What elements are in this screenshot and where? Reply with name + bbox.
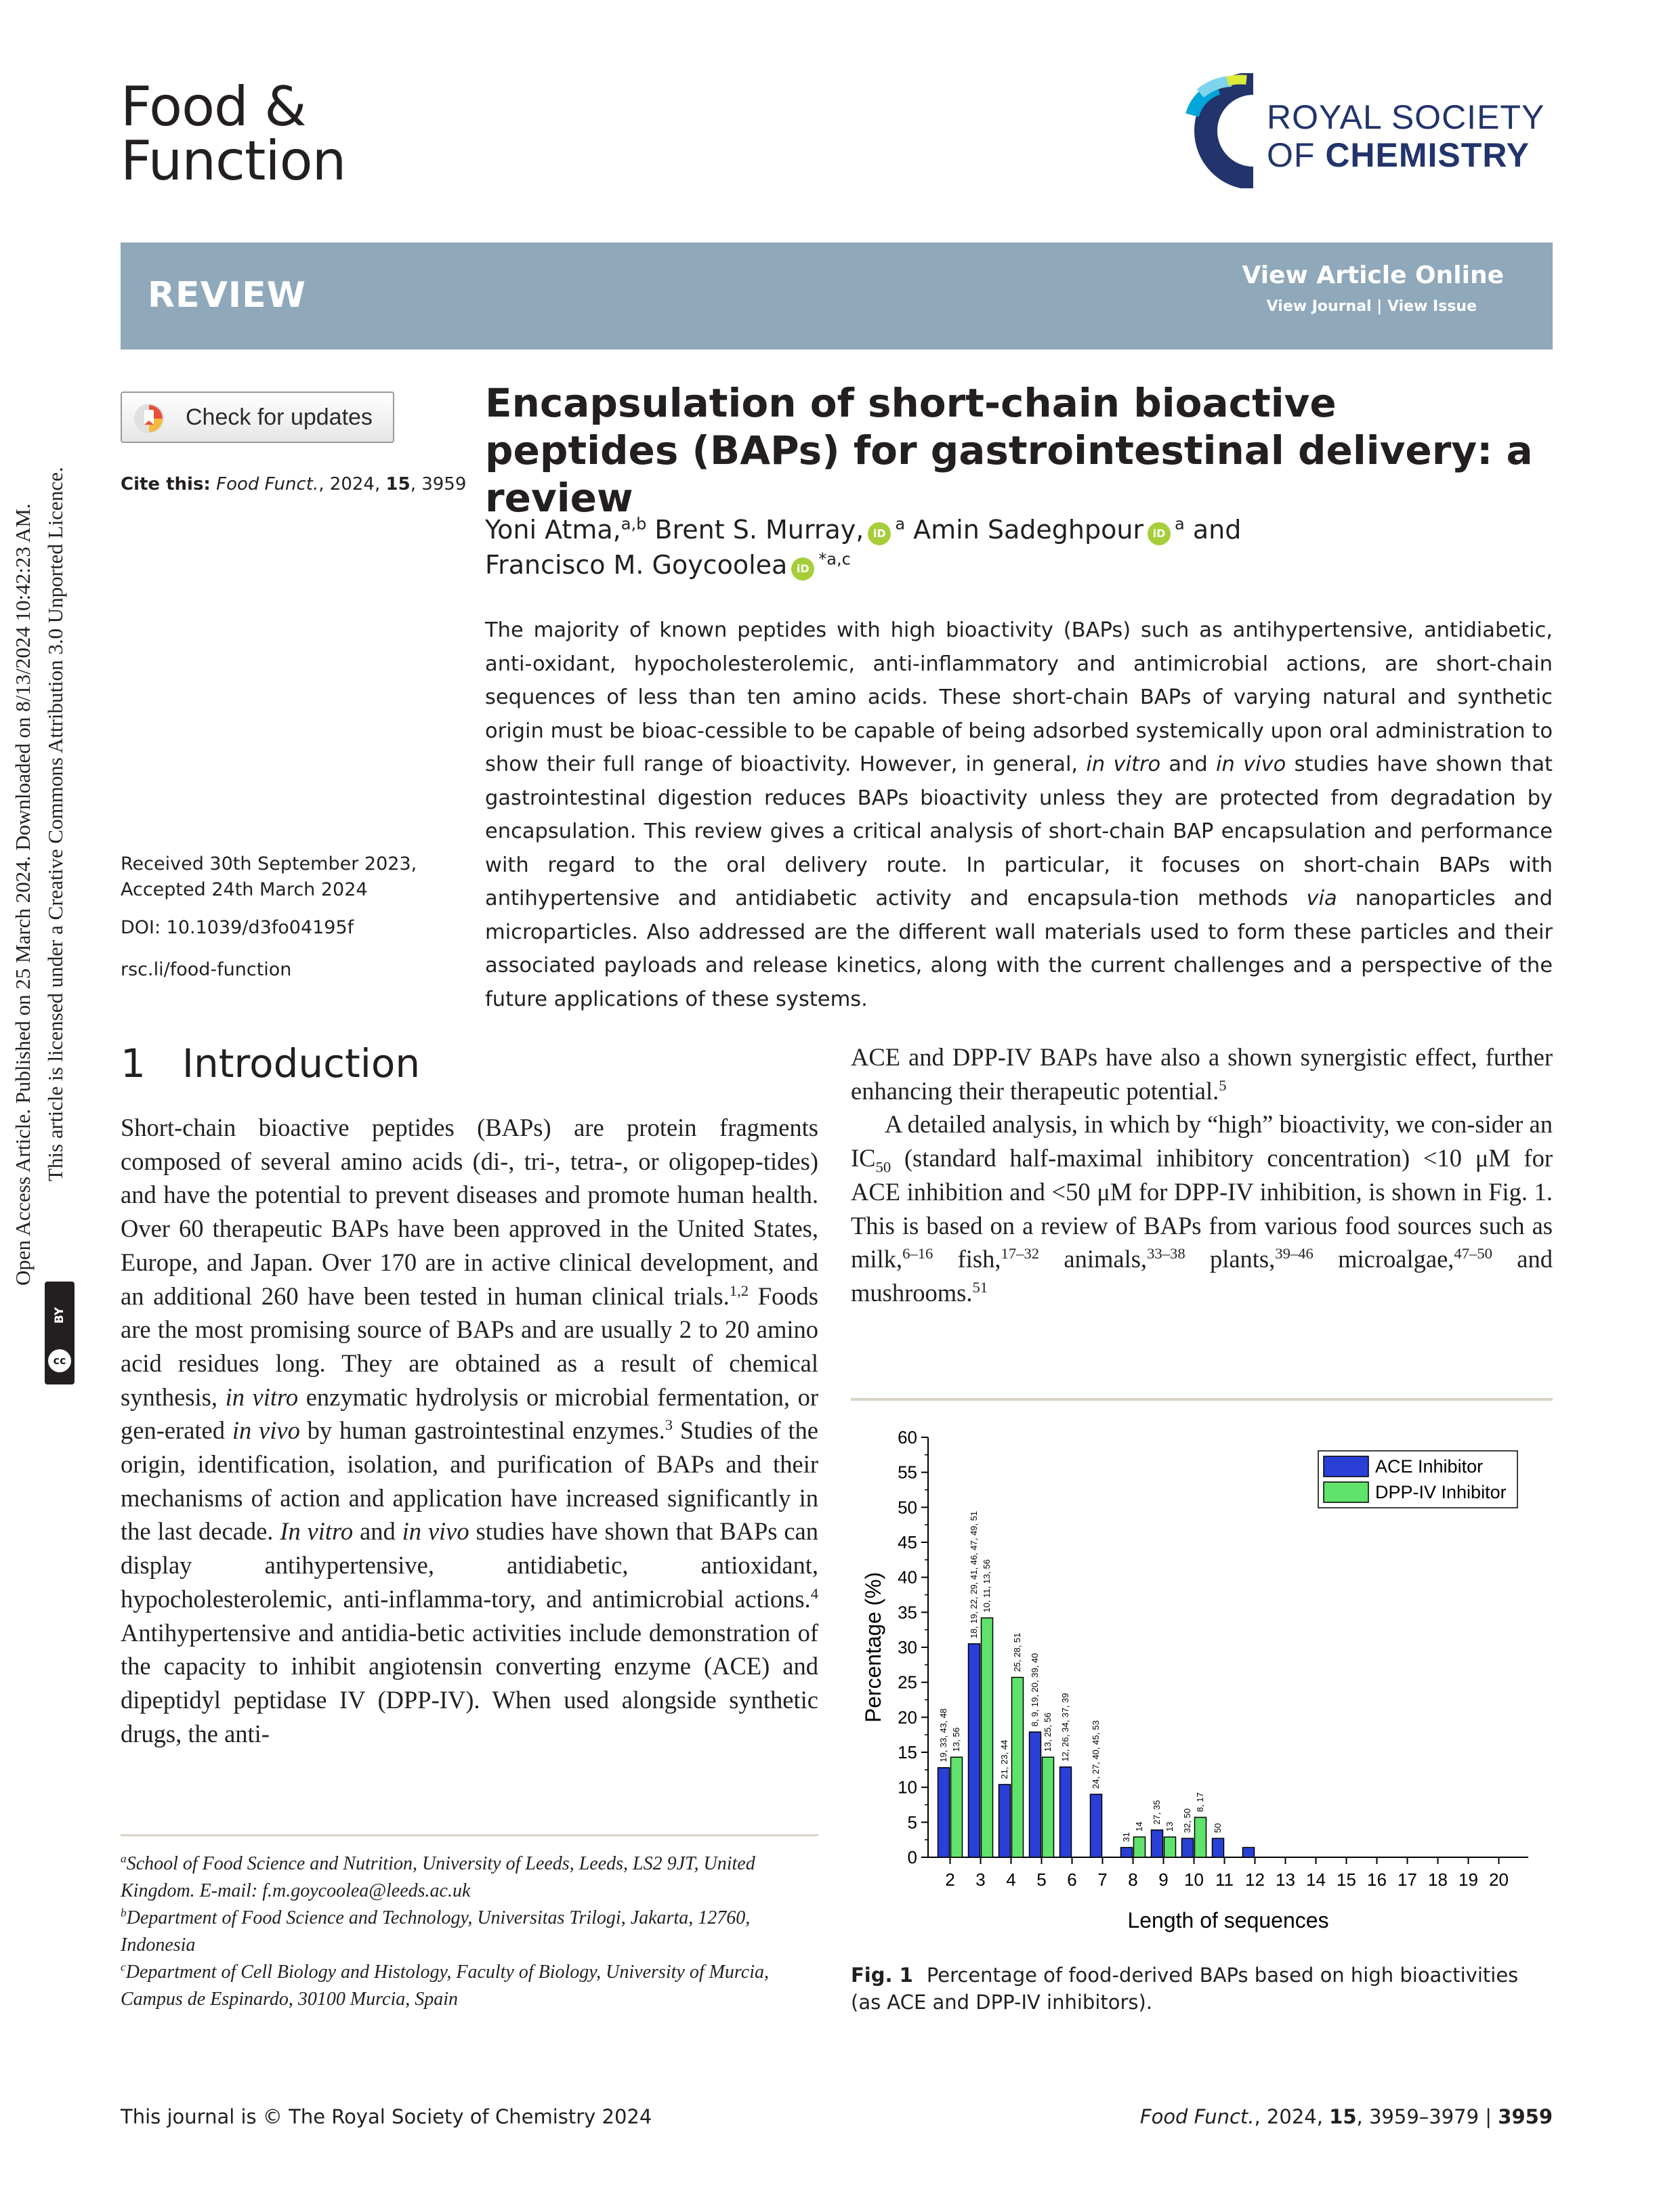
cite-page: , 3959: [410, 474, 467, 494]
x-axis-title: Length of sequences: [1127, 1908, 1329, 1932]
body-italic: in vivo: [402, 1517, 469, 1546]
bar-data-label: 31: [1121, 1832, 1131, 1842]
body-text: microalgae,: [1313, 1245, 1454, 1273]
affil-marker: b: [121, 1906, 127, 1920]
dppiv-bar: [982, 1618, 993, 1857]
bar-data-label: 18, 19, 22, 29, 41, 46, 47, 49, 51: [969, 1510, 979, 1638]
author-murray: Brent S. Murray,: [654, 515, 864, 545]
y-tick-label: 25: [898, 1672, 917, 1693]
y-tick-label: 55: [898, 1462, 917, 1483]
citation-ref[interactable]: 3: [665, 1416, 673, 1434]
author-murray-affil: a: [895, 514, 906, 534]
section-title: Introduction: [182, 1040, 421, 1086]
x-tick-label: 10: [1184, 1869, 1204, 1890]
author-sadeghpour-affil: a: [1175, 514, 1185, 534]
body-text: Short-chain bioactive peptides (BAPs) are protein fragments composed of several amino acids (di-, tri-, tetra-, or oligopep-tides) and have the potential to prevent diseases and promote human health. Over 60 therapeutic BAPs have been approved in the United States, Europe, and Japan. Over 170 are in active clinical development, and an additional 260 have been tested in human clinical trials.: [121, 1114, 818, 1310]
cite-year: , 2024,: [318, 474, 386, 494]
author-goycoolea: Francisco M. Goycoolea: [485, 550, 788, 580]
citation-ref[interactable]: 5: [1219, 1076, 1227, 1094]
affiliation-b: [121, 1905, 818, 1959]
cite-journal: Food Funct.: [216, 474, 319, 494]
banner-links: [1267, 298, 1477, 315]
cite-this: [121, 474, 466, 494]
received-date: Received 30th September 2023,: [121, 853, 417, 874]
ace-bar: [938, 1768, 950, 1857]
orcid-icon[interactable]: iD: [868, 522, 891, 545]
x-tick-label: 5: [1036, 1869, 1047, 1890]
journal-title: [121, 75, 346, 192]
ace-bar: [1213, 1838, 1224, 1857]
accepted-date: Accepted 24th March 2024: [121, 879, 368, 900]
cite-volume: 15: [385, 474, 411, 494]
body-text: and mushrooms.: [851, 1245, 1553, 1307]
orcid-icon[interactable]: iD: [791, 557, 814, 580]
citation-ref[interactable]: 17–32: [1001, 1245, 1040, 1263]
citation-ref[interactable]: 6–16: [902, 1245, 933, 1263]
body-text: and: [353, 1517, 402, 1546]
journal-url[interactable]: rsc.li/food-function: [121, 959, 292, 980]
doi[interactable]: DOI: 10.1039/d3fo04195f: [121, 917, 354, 938]
affil-text: Department of Cell Biology and Histology, Faculty of Biology, University of Murcia, Campus de Espinardo, 30100 Murcia, Spain: [121, 1962, 769, 2010]
caption-text: Percentage of food-derived BAPs based on high bioactivities (as ACE and DPP-IV inhibitors).: [851, 1964, 1519, 2014]
abstract-part: and: [1160, 753, 1217, 776]
y-tick-label: 60: [898, 1429, 917, 1447]
cc-by-label: BY: [53, 1307, 66, 1324]
abstract-italic: in vivo: [1216, 753, 1286, 776]
view-issue-link[interactable]: View Issue: [1387, 298, 1477, 315]
footer-citation: [1140, 2105, 1553, 2128]
footer-copyright: This journal is © The Royal Society of Chemistry 2024: [121, 2105, 652, 2128]
x-tick-label: 18: [1428, 1869, 1448, 1890]
bar-data-label: 24, 27, 40, 45, 53: [1091, 1720, 1101, 1789]
bar-chart: [851, 1429, 1553, 1958]
abstract-italic: via: [1306, 887, 1337, 910]
x-tick-label: 15: [1337, 1869, 1356, 1890]
body-text: Foods are the most promising source of BAPs and are usually 2 to 20 amino acid residues long. They are obtained as a result of chemical synthesis,: [121, 1282, 818, 1411]
abstract-italic: in vitro: [1086, 753, 1161, 776]
x-tick-label: 14: [1306, 1869, 1326, 1890]
y-tick-label: 35: [898, 1602, 917, 1623]
body-text: plants,: [1185, 1245, 1276, 1273]
ace-bar: [1121, 1848, 1133, 1857]
bar-data-label: 25, 28, 51: [1012, 1632, 1022, 1672]
author-sadeghpour: Amin Sadeghpour: [913, 515, 1144, 545]
y-tick-label: 50: [898, 1497, 917, 1518]
paragraph: [851, 1107, 1553, 1309]
y-tick-label: 20: [898, 1707, 917, 1728]
publisher-bold: CHEMISTRY: [1325, 136, 1530, 174]
x-tick-label: 3: [975, 1869, 986, 1890]
dppiv-bar: [1134, 1837, 1146, 1857]
author-atma-affil: a,b: [621, 514, 647, 534]
footer-year: , 2024,: [1254, 2105, 1330, 2128]
footer-journal: Food Funct.: [1139, 2105, 1255, 2128]
dppiv-bar: [1043, 1757, 1054, 1857]
publisher-name-line1: ROYAL SOCIETY: [1267, 98, 1545, 136]
x-tick-label: 20: [1489, 1869, 1509, 1890]
body-italic: in vitro: [225, 1382, 299, 1411]
bar-data-label: 10, 11, 13, 56: [982, 1559, 992, 1613]
legend-swatch: [1324, 1482, 1368, 1502]
body-text: fish,: [933, 1245, 1001, 1273]
bar-data-label: 32, 50: [1182, 1808, 1192, 1834]
journal-title-line1: Food &: [121, 75, 306, 138]
check-for-updates-button[interactable]: [121, 392, 394, 443]
dppiv-bar: [1195, 1817, 1206, 1857]
paragraph: [851, 1040, 1553, 1107]
ace-bar: [1030, 1732, 1041, 1857]
section-heading: [121, 1040, 420, 1086]
y-tick-label: 5: [907, 1812, 917, 1833]
affil-text: School of Food Science and Nutrition, University of Leeds, Leeds, LS2 9JT, United Kingdom. E-mail: f.m.goycoolea@leeds.ac.uk: [121, 1853, 755, 1901]
check-for-updates-label: Check for updates: [186, 404, 373, 430]
article-type: REVIEW: [148, 275, 307, 316]
publisher-prefix: OF: [1267, 136, 1326, 174]
orcid-icon[interactable]: iD: [1148, 522, 1171, 545]
abstract-part: The majority of known peptides with high bioactivity (BAPs) such as antihypertensive, antidiabetic, anti-oxidant, hypocholesterolemic, anti-inflammatory and antimicrobial actions, are short-chain sequences of less than ten amino acids. These short-chain BAPs of varying natural and synthetic origin must be bioac-cessible to be capable of being adsorbed systemically upon oral administration to show their full range of bioactivity. However, in general,: [485, 618, 1553, 776]
y-tick-label: 15: [898, 1742, 917, 1762]
footer-volume: 15: [1329, 2105, 1357, 2128]
author-and: and: [1192, 515, 1242, 545]
publisher-name-line2: [1267, 135, 1530, 175]
bar-data-label: 8, 17: [1195, 1792, 1205, 1813]
ace-bar: [999, 1785, 1011, 1857]
bar-data-label: 14: [1134, 1821, 1144, 1832]
bar-data-label: 12, 26, 34, 37, 39: [1060, 1693, 1070, 1762]
body-italic: in vivo: [232, 1416, 300, 1445]
licence-notice[interactable]: This article is licensed under a Creative Commons Attribution 3.0 Unported Licence.: [43, 467, 67, 1181]
x-tick-label: 19: [1458, 1869, 1478, 1890]
article-banner: [121, 242, 1553, 350]
bar-data-label: 19, 33, 43, 48: [938, 1708, 948, 1762]
ace-bar: [1182, 1838, 1194, 1857]
dppiv-bar: [951, 1757, 963, 1857]
abstract-part: nanoparticles and microparticles. Also addressed are the different wall materials used to form these particles and their associated payloads and release kinetics, along with the current challenges and a perspective of the future applications of these systems.: [485, 887, 1553, 1011]
legend-label: ACE Inhibitor: [1375, 1456, 1484, 1477]
bar-data-label: 13, 56: [951, 1727, 961, 1752]
abstract: [485, 614, 1553, 1016]
body-text: (standard half-maximal inhibitory concentration) <10 μM for ACE inhibition and <50 μM for DPP-IV inhibition, is shown in Fig. 1. This is based on a review of BAPs from various food sources such as milk,: [851, 1144, 1553, 1273]
x-tick-label: 17: [1398, 1869, 1417, 1890]
citation-ref[interactable]: 33–38: [1147, 1245, 1185, 1263]
open-access-notice: Open Access Article. Published on 25 March 2024. Downloaded on 8/13/2024 10:42:23 AM.: [11, 503, 35, 1286]
body-italic: In vitro: [280, 1517, 354, 1546]
ace-bar: [969, 1644, 980, 1857]
page-number: 3959: [1498, 2105, 1553, 2128]
author-atma: Yoni Atma,: [485, 515, 621, 545]
ace-bar: [1091, 1794, 1102, 1857]
ace-bar: [1060, 1767, 1072, 1857]
body-text: Antihypertensive and antidia-betic activities include demonstration of the capacity to inhibit angiotensin converting enzyme (ACE) and dipeptidyl peptidase IV (DPP-IV). When used alongside synthetic drugs, the anti-: [121, 1618, 818, 1748]
body-text: A detailed analysis, in which by “high” bioactivity, we con-sider an IC: [851, 1110, 1553, 1172]
y-tick-label: 40: [898, 1567, 917, 1588]
x-tick-label: 8: [1128, 1869, 1138, 1890]
x-tick-label: 12: [1245, 1869, 1265, 1890]
author-goycoolea-affil: *a,c: [818, 549, 851, 569]
intro-text-left: [121, 1111, 818, 1750]
cc-icon: cc: [48, 1349, 71, 1372]
bar-data-label: 50: [1213, 1823, 1223, 1834]
x-tick-label: 6: [1067, 1869, 1077, 1890]
bar-data-label: 8, 9, 19, 20, 39, 40: [1030, 1653, 1040, 1727]
citation-ref[interactable]: 39–46: [1275, 1245, 1314, 1263]
x-tick-label: 4: [1006, 1869, 1016, 1890]
figure-1-chart: [851, 1429, 1553, 1958]
bar-data-label: 13, 25, 56: [1043, 1712, 1053, 1752]
bar-data-label: 13: [1164, 1821, 1175, 1832]
footer-pages: , 3959–3979 |: [1356, 2105, 1498, 2128]
citation-ref[interactable]: 47–50: [1454, 1245, 1492, 1263]
author-list: [485, 512, 1542, 583]
y-tick-label: 10: [898, 1777, 917, 1798]
bar-data-label: 27, 35: [1152, 1800, 1162, 1825]
x-tick-label: 2: [945, 1869, 955, 1890]
body-text: by human gastrointestinal enzymes.: [299, 1416, 665, 1445]
citation-ref[interactable]: 51: [972, 1278, 988, 1296]
abstract-part: studies have shown that gastrointestinal digestion reduces BAPs bioactivity unless they are protected from degradation by encapsulation. This review gives a critical analysis of short-chain BAP encapsulation and performance with regard to the oral delivery route. In particular, it focuses on short-chain BAPs with antihypertensive and antidiabetic activity and encapsula-tion methods: [485, 753, 1553, 910]
affiliation-a: [121, 1850, 818, 1905]
x-tick-label: 7: [1097, 1869, 1108, 1890]
dppiv-bar: [1012, 1677, 1024, 1857]
cc-by-badge[interactable]: [45, 1282, 75, 1384]
y-tick-label: 45: [898, 1532, 917, 1552]
x-tick-label: 13: [1276, 1869, 1295, 1890]
x-tick-label: 11: [1215, 1869, 1234, 1890]
affil-text: Department of Food Science and Technology, Universitas Trilogi, Jakarta, 12760, Indonesia: [121, 1907, 751, 1955]
bar-data-label: 21, 23, 44: [999, 1739, 1009, 1779]
ace-bar: [1243, 1848, 1255, 1857]
legend-swatch: [1324, 1456, 1368, 1477]
article-title: Encapsulation of short-chain bioactive peptides (BAPs) for gastrointestinal delivery: a review: [485, 380, 1533, 521]
y-tick-label: 0: [907, 1847, 917, 1867]
affiliation-c: [121, 1959, 818, 2013]
affil-marker: c: [121, 1960, 126, 1974]
legend-label: DPP-IV Inhibitor: [1375, 1482, 1507, 1502]
body-text: studies have shown that BAPs can display antihypertensive, antidiabetic, antioxidant, hypocholesterolemic, anti-inflamma-tory, and antimicrobial actions.: [121, 1517, 818, 1613]
section-number: 1: [121, 1040, 146, 1086]
x-tick-label: 16: [1367, 1869, 1387, 1890]
view-journal-link[interactable]: View Journal: [1266, 298, 1372, 315]
cite-label: Cite this:: [121, 474, 211, 494]
x-tick-label: 9: [1158, 1869, 1169, 1890]
dppiv-bar: [1164, 1837, 1176, 1857]
link-separator: |: [1371, 298, 1387, 315]
y-axis-title: Percentage (%): [861, 1571, 885, 1723]
body-text: Studies of the origin, identification, isolation, and purification of BAPs and their mechanisms of action and application have increased significantly in the last decade.: [121, 1416, 818, 1546]
y-tick-label: 30: [898, 1637, 917, 1657]
caption-label: Fig. 1: [851, 1964, 913, 1987]
body-text: animals,: [1039, 1245, 1148, 1273]
subscript: 50: [875, 1158, 891, 1176]
figure-caption: [851, 1962, 1553, 2016]
body-text: ACE and DPP-IV BAPs have also a shown synergistic effect, further enhancing their therapeutic potential.: [851, 1043, 1553, 1105]
affil-marker: a: [121, 1852, 127, 1865]
citation-ref[interactable]: 4: [810, 1584, 818, 1602]
footnote-divider: [121, 1834, 818, 1836]
affiliations: [121, 1850, 818, 2013]
intro-text-right: [851, 1040, 1553, 1310]
view-article-online-link[interactable]: View Article Online: [1242, 261, 1504, 289]
journal-title-line2: Function: [121, 129, 346, 192]
crossmark-icon: [133, 402, 165, 435]
figure-divider: [851, 1398, 1553, 1401]
body-text: enzymatic hydrolysis or microbial fermentation, or gen-erated: [121, 1382, 818, 1445]
ace-bar: [1152, 1830, 1163, 1857]
citation-ref[interactable]: 1,2: [729, 1282, 749, 1299]
